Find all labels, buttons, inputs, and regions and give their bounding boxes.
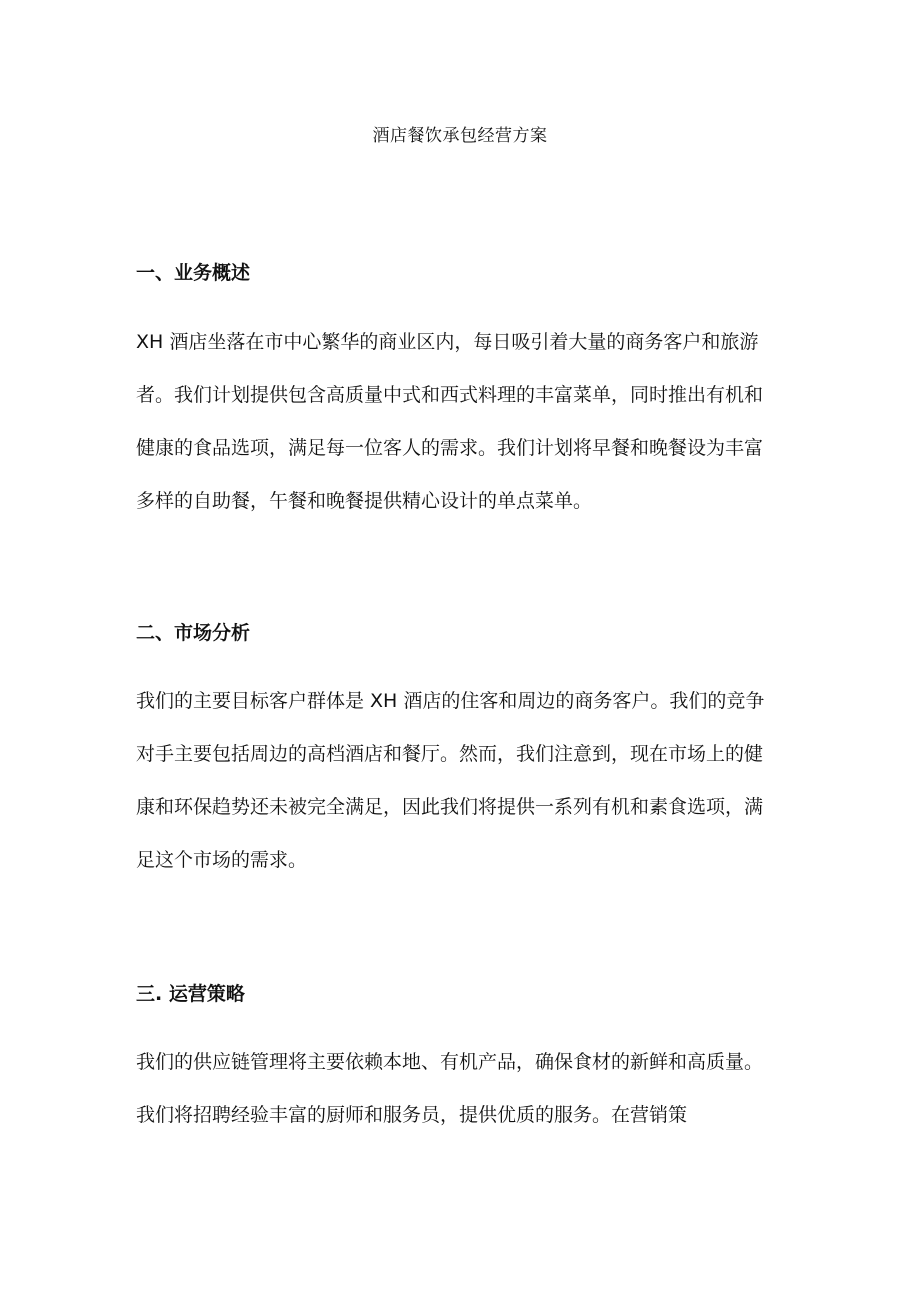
paragraph-business-overview [136,316,816,528]
paragraph-line: XH 酒店坐落在市中心繁华的商业区内，每日吸引着大量的商务客户和旅游 [136,331,759,353]
section-heading-market-analysis: 二、市场分析 [136,622,251,644]
paragraph-market-analysis [136,675,816,887]
paragraph-line: 者。我们计划提供包含高质量中式和西式料理的丰富菜单，同时推出有机和 [136,384,764,406]
paragraph-line: 多样的自助餐，午餐和晚餐提供精心设计的单点菜单。 [136,490,593,512]
paragraph-line: 我们的供应链管理将主要依赖本地、有机产品，确保食材的新鲜和高质量。 [136,1051,764,1073]
paragraph-line: 我们的主要目标客户群体是 XH 酒店的住客和周边的商务客户。我们的竞争 [136,690,765,712]
paragraph-operation-strategy [136,1036,816,1142]
paragraph-line: 对手主要包括周边的高档酒店和餐厅。然而，我们注意到，现在市场上的健 [136,743,764,765]
section-heading-operation-strategy: 三. 运营策略 [136,983,245,1005]
paragraph-line: 健康的食品选项，满足每一位客人的需求。我们计划将早餐和晚餐设为丰富 [136,437,764,459]
document-title: 酒店餐饮承包经营方案 [372,126,548,146]
paragraph-line: 我们将招聘经验丰富的厨师和服务员，提供优质的服务。在营销策 [136,1104,688,1126]
paragraph-line: 足这个市场的需求。 [136,849,308,871]
paragraph-line: 康和环保趋势还未被完全满足，因此我们将提供一系列有机和素食选项，满 [136,796,764,818]
section-heading-business-overview: 一、业务概述 [136,262,251,284]
